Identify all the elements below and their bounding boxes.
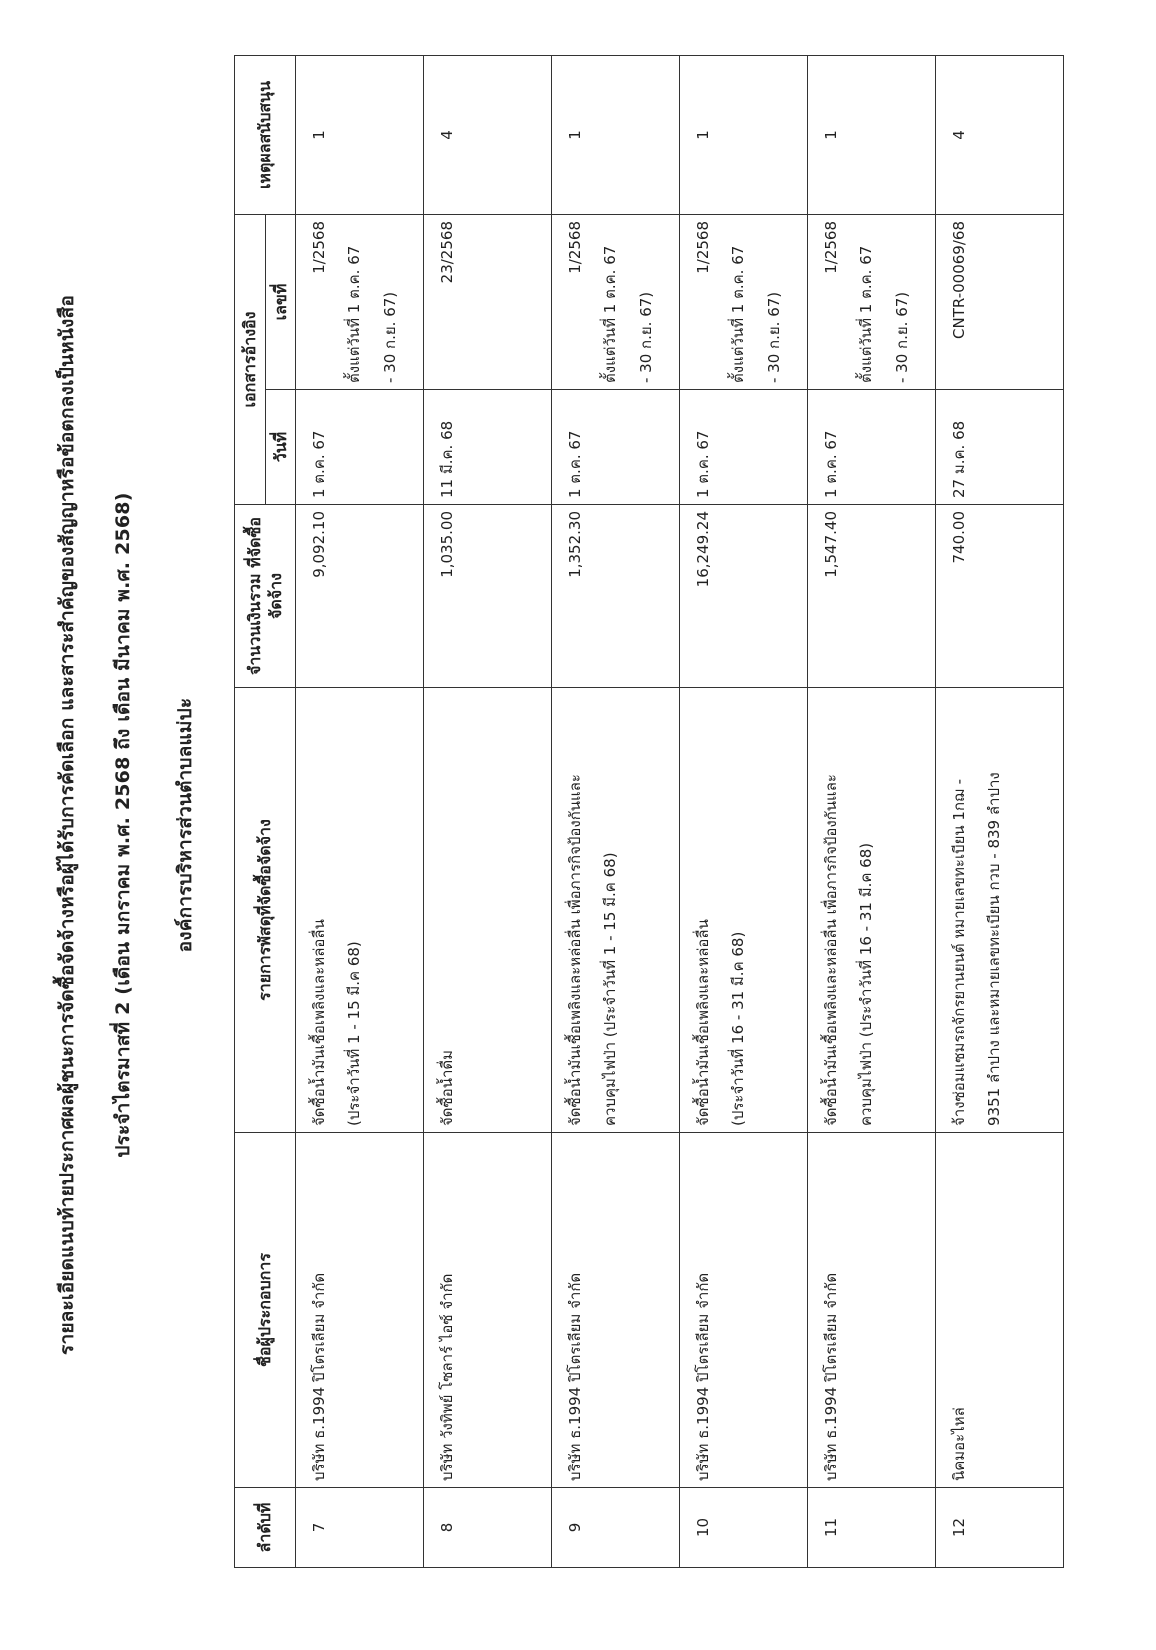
row-number <box>296 215 424 390</box>
row-item <box>808 688 936 1133</box>
header-no: ลำดับที่ <box>235 1488 296 1568</box>
row-reason: 1 <box>680 56 808 215</box>
row-date: 1 ต.ค. 67 <box>680 390 808 505</box>
row-no: 8 <box>424 1488 552 1568</box>
document-title: รายละเอียดแนบท้ายประกาศผลผู้ชนะการจัดซื้อจัดจ้างหรือผู้ได้รับการคัดเลือก และสาระสำคัญของสัญญาหรือข้อตกลงเป็นหนังสือ <box>56 295 78 1355</box>
row-reason: 1 <box>808 56 936 215</box>
item-line: จัดซื้อน้ำมันเชื้อเพลิงและหล่อลื่น <box>310 919 329 1126</box>
table-row <box>680 56 808 1568</box>
header-docs: เอกสารอ้างอิง <box>235 215 266 505</box>
item-line: จัดซื้อน้ำมันเชื้อเพลิงและหล่อลื่น เพื่อภารกิจป้องกันและ <box>822 774 841 1126</box>
table-row <box>424 56 552 1568</box>
row-amount: 16,249.24 <box>680 505 808 688</box>
header-item: รายการพัสดุที่จัดซื้อจัดจ้าง <box>235 688 296 1133</box>
number-line: - 30 ก.ย. 67) <box>636 291 655 383</box>
row-no: 9 <box>552 1488 680 1568</box>
row-number <box>424 215 552 390</box>
header-reason: เหตุผลสนับสนุน <box>235 56 296 215</box>
item-line: 9351 ลำปาง และหมายเลขทะเบียน กวบ - 839 ลำปาง <box>985 772 1004 1126</box>
row-item <box>552 688 680 1133</box>
item-line: ควบคุมไฟป่า (ประจำวันที่ 1 - 15 มี.ค 68) <box>601 852 620 1126</box>
row-date: 1 ต.ค. 67 <box>808 390 936 505</box>
row-amount: 740.00 <box>936 505 1064 688</box>
number-line: 23/2568 <box>438 221 457 284</box>
procurement-table <box>234 55 1064 1568</box>
item-line: (ประจำวันที่ 16 - 31 มี.ค 68) <box>729 931 748 1126</box>
row-date: 11 มี.ค. 68 <box>424 390 552 505</box>
row-no: 11 <box>808 1488 936 1568</box>
row-reason: 1 <box>296 56 424 215</box>
number-line: ตั้งแต่วันที่ 1 ต.ค. 67 <box>729 245 748 383</box>
item-line: จัดซื้อน้ำมันเชื้อเพลิงและหล่อลื่น <box>694 919 713 1126</box>
row-vendor: บริษัท ธ.1994 ปิโตรเลียม จำกัด <box>296 1133 424 1488</box>
number-line: 1/2568 <box>822 221 841 274</box>
item-line: ควบคุมไฟป่า (ประจำวันที่ 16 - 31 มี.ค 68) <box>857 842 876 1126</box>
row-number <box>552 215 680 390</box>
row-item <box>680 688 808 1133</box>
table-row <box>552 56 680 1568</box>
number-line: CNTR-00069/68 <box>950 221 969 339</box>
row-reason: 1 <box>552 56 680 215</box>
row-no: 10 <box>680 1488 808 1568</box>
row-vendor: บริษัท ธ.1994 ปิโตรเลียม จำกัด <box>808 1133 936 1488</box>
header-vendor: ชื่อผู้ประกอบการ <box>235 1133 296 1488</box>
header-amount: จำนวนเงินรวม ที่จัดซื้อจัดจ้าง <box>235 505 296 688</box>
item-line: จ้างซ่อมแซมรถจักรยานยนต์ หมายเลขทะเบียน 1กฌ - <box>950 778 969 1126</box>
table-row <box>808 56 936 1568</box>
number-line: - 30 ก.ย. 67) <box>764 291 783 383</box>
row-amount: 1,035.00 <box>424 505 552 688</box>
row-no: 7 <box>296 1488 424 1568</box>
row-date: 1 ต.ค. 67 <box>552 390 680 505</box>
row-number <box>680 215 808 390</box>
row-item <box>424 688 552 1133</box>
row-vendor: บริษัท วังทิพย์ โซลาร์ ไอซ์ จำกัด <box>424 1133 552 1488</box>
number-line: 1/2568 <box>694 221 713 274</box>
quarter-subtitle: ประจำไตรมาสที่ 2 (เดือน มกราคม พ.ศ. 2568 ถึง เดือน มีนาคม พ.ศ. 2568) <box>112 492 134 1158</box>
row-vendor: นิคมอะไหล่ <box>936 1133 1064 1488</box>
row-item <box>936 688 1064 1133</box>
organization-name: องค์การบริหารส่วนตำบลแม่ปะ <box>174 697 196 953</box>
header-number: เลขที่ <box>265 215 296 390</box>
table-row <box>296 56 424 1568</box>
row-number <box>936 215 1064 390</box>
row-no: 12 <box>936 1488 1064 1568</box>
row-item <box>296 688 424 1133</box>
number-line: ตั้งแต่วันที่ 1 ต.ค. 67 <box>601 245 620 383</box>
row-number <box>808 215 936 390</box>
header-date: วันที่ <box>265 390 296 505</box>
row-amount: 1,547.40 <box>808 505 936 688</box>
row-vendor: บริษัท ธ.1994 ปิโตรเลียม จำกัด <box>680 1133 808 1488</box>
table-row <box>936 56 1064 1568</box>
row-amount: 9,092.10 <box>296 505 424 688</box>
row-vendor: บริษัท ธ.1994 ปิโตรเลียม จำกัด <box>552 1133 680 1488</box>
row-date: 27 ม.ค. 68 <box>936 390 1064 505</box>
number-line: ตั้งแต่วันที่ 1 ต.ค. 67 <box>345 245 364 383</box>
row-amount: 1,352.30 <box>552 505 680 688</box>
number-line: 1/2568 <box>566 221 585 274</box>
item-line: จัดซื้อน้ำดื่ม <box>438 1049 457 1126</box>
row-date: 1 ต.ค. 67 <box>296 390 424 505</box>
row-reason: 4 <box>424 56 552 215</box>
number-line: ตั้งแต่วันที่ 1 ต.ค. 67 <box>857 245 876 383</box>
number-line: 1/2568 <box>310 221 329 274</box>
row-reason: 4 <box>936 56 1064 215</box>
item-line: (ประจำวันที่ 1 - 15 มี.ค 68) <box>345 941 364 1126</box>
number-line: - 30 ก.ย. 67) <box>892 291 911 383</box>
item-line: จัดซื้อน้ำมันเชื้อเพลิงและหล่อลื่น เพื่อภารกิจป้องกันและ <box>566 774 585 1126</box>
number-line: - 30 ก.ย. 67) <box>380 291 399 383</box>
